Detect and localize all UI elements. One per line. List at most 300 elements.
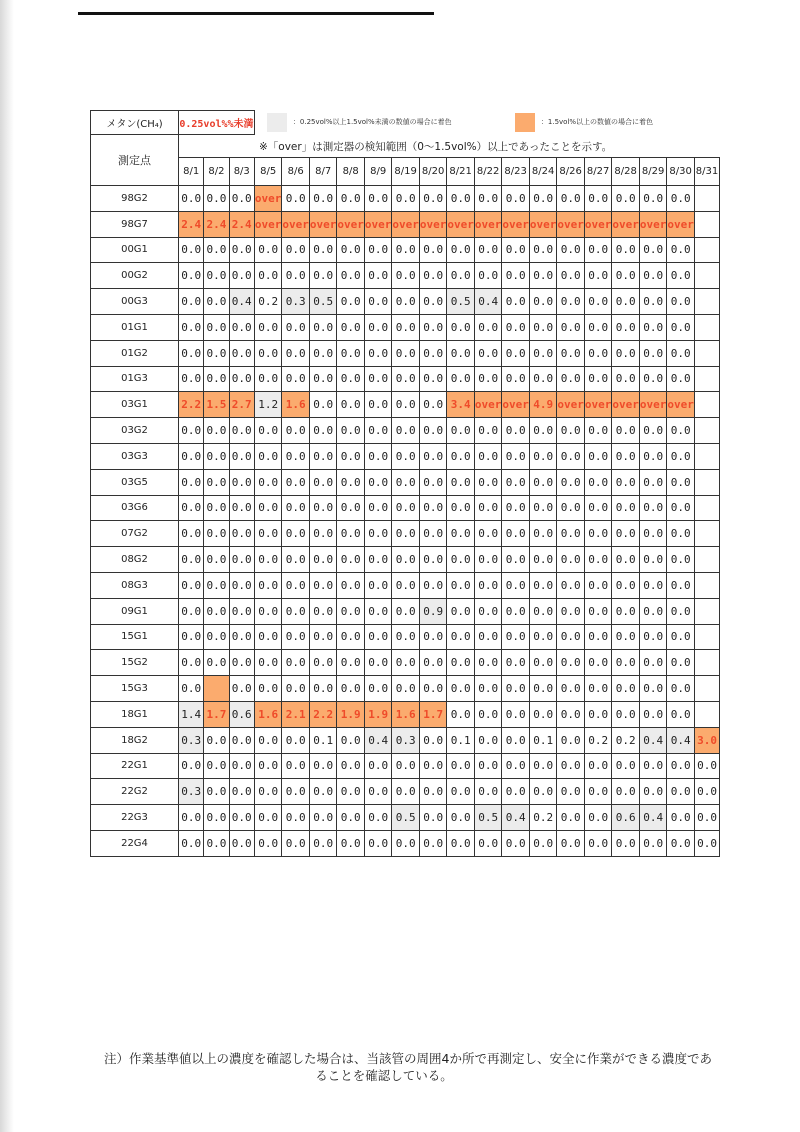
reading-cell: 0.0	[667, 237, 695, 263]
reading-cell: 0.0	[229, 263, 254, 289]
reading-cell: over	[364, 211, 392, 237]
reading-cell: 0.0	[667, 650, 695, 676]
reading-cell: 1.4	[179, 701, 204, 727]
reading-cell: 0.0	[502, 237, 530, 263]
reading-cell: 0.0	[612, 624, 640, 650]
measurement-point: 01G2	[91, 340, 179, 366]
reading-cell: 0.0	[639, 443, 667, 469]
date-header: 8/21	[447, 158, 475, 186]
reading-cell: 0.0	[447, 186, 475, 212]
reading-cell: 0.0	[337, 314, 365, 340]
reading-cell: 0.0	[204, 443, 229, 469]
reading-cell: 0.0	[229, 805, 254, 831]
reading-cell: 0.0	[282, 263, 310, 289]
measurement-point: 00G3	[91, 289, 179, 315]
reading-cell: 1.7	[419, 701, 447, 727]
reading-cell: over	[282, 211, 310, 237]
reading-cell: 0.0	[584, 366, 612, 392]
reading-cell: 0.0	[447, 624, 475, 650]
reading-cell: 1.6	[282, 392, 310, 418]
reading-cell: 0.0	[204, 237, 229, 263]
table-row	[91, 340, 720, 366]
reading-cell: 0.0	[309, 624, 337, 650]
footnote-line2: ることを確認している。	[315, 1068, 453, 1083]
reading-cell	[694, 676, 719, 702]
reading-cell: 0.0	[447, 366, 475, 392]
reading-cell: 0.0	[179, 572, 204, 598]
reading-cell: 0.0	[309, 572, 337, 598]
reading-cell: 0.0	[584, 521, 612, 547]
reading-cell: 0.0	[204, 650, 229, 676]
reading-cell: 0.0	[337, 598, 365, 624]
reading-cell: 0.0	[502, 830, 530, 856]
reading-cell: 0.0	[502, 521, 530, 547]
reading-cell: 0.0	[254, 237, 282, 263]
reading-cell: 0.0	[179, 650, 204, 676]
reading-cell: 0.0	[179, 340, 204, 366]
reading-cell: 0.0	[667, 624, 695, 650]
reading-cell: 0.0	[529, 418, 557, 444]
measurement-point: 22G1	[91, 753, 179, 779]
reading-cell: 0.0	[474, 443, 502, 469]
reading-cell: 0.0	[639, 650, 667, 676]
reading-cell: 0.0	[229, 443, 254, 469]
table-row	[91, 805, 720, 831]
reading-cell: 0.0	[204, 830, 229, 856]
reading-cell: 0.0	[612, 469, 640, 495]
reading-cell: 0.0	[584, 289, 612, 315]
reading-cell: 0.0	[254, 263, 282, 289]
table-row	[91, 598, 720, 624]
note-row	[91, 135, 720, 158]
reading-cell: 0.3	[282, 289, 310, 315]
reading-cell: 0.0	[557, 830, 585, 856]
reading-cell: 0.0	[529, 676, 557, 702]
reading-cell: 0.0	[612, 676, 640, 702]
reading-cell: 0.0	[282, 779, 310, 805]
measurement-point: 22G3	[91, 805, 179, 831]
reading-cell: 0.0	[667, 263, 695, 289]
reading-cell	[694, 495, 719, 521]
reading-cell: 0.0	[254, 624, 282, 650]
reading-cell: 0.0	[557, 443, 585, 469]
reading-cell: 0.0	[639, 547, 667, 573]
reading-cell: 3.4	[447, 392, 475, 418]
reading-cell: 0.0	[229, 418, 254, 444]
reading-cell: 0.0	[282, 753, 310, 779]
methane-label: メタン(CH₄)	[91, 111, 179, 135]
reading-cell: 0.0	[392, 547, 420, 573]
reading-cell: 0.0	[474, 237, 502, 263]
reading-cell: 0.0	[392, 572, 420, 598]
limit-label: 0.25vol%%未満	[179, 111, 255, 135]
reading-cell: 0.0	[337, 805, 365, 831]
reading-cell: 0.0	[337, 443, 365, 469]
reading-cell: 0.0	[474, 314, 502, 340]
reading-cell: 0.0	[529, 624, 557, 650]
reading-cell: 0.0	[419, 366, 447, 392]
legend-row	[91, 111, 720, 135]
table-row	[91, 779, 720, 805]
reading-cell: 0.0	[639, 830, 667, 856]
reading-cell: 0.0	[474, 186, 502, 212]
reading-cell: 0.0	[419, 521, 447, 547]
reading-cell: 0.0	[612, 418, 640, 444]
reading-cell: 0.0	[557, 366, 585, 392]
reading-cell: 0.0	[337, 418, 365, 444]
reading-cell: 0.0	[364, 753, 392, 779]
reading-cell: over	[254, 186, 282, 212]
reading-cell: 0.0	[282, 521, 310, 547]
reading-cell: 0.0	[584, 340, 612, 366]
reading-cell: 0.0	[502, 340, 530, 366]
reading-cell: 0.0	[337, 392, 365, 418]
reading-cell: 0.0	[584, 701, 612, 727]
reading-cell: 0.0	[667, 340, 695, 366]
reading-cell: 0.0	[474, 495, 502, 521]
reading-cell: 0.0	[529, 495, 557, 521]
reading-cell: 0.5	[392, 805, 420, 831]
reading-cell: 0.0	[392, 340, 420, 366]
reading-cell: 0.0	[254, 521, 282, 547]
reading-cell: 0.6	[612, 805, 640, 831]
reading-cell: 0.0	[337, 779, 365, 805]
reading-cell: 0.0	[392, 676, 420, 702]
reading-cell: 0.0	[204, 469, 229, 495]
reading-cell: 0.0	[309, 392, 337, 418]
reading-cell: 0.0	[282, 186, 310, 212]
footnote-line1: 注）作業基準値以上の濃度を確認した場合は、当該管の周囲4か所で再測定し、安全に作業ができる濃度であ	[104, 1051, 712, 1066]
reading-cell: 0.0	[639, 418, 667, 444]
methane-measurement-table	[90, 110, 720, 857]
reading-cell: 0.0	[667, 701, 695, 727]
reading-cell: 0.0	[694, 753, 719, 779]
reading-cell: 0.0	[392, 521, 420, 547]
reading-cell: 0.0	[639, 676, 667, 702]
reading-cell: 0.0	[419, 495, 447, 521]
reading-cell: 0.0	[229, 676, 254, 702]
reading-cell: 0.0	[204, 366, 229, 392]
reading-cell: 0.0	[229, 753, 254, 779]
reading-cell: 0.0	[419, 289, 447, 315]
reading-cell: 0.0	[229, 624, 254, 650]
measurement-point: 00G1	[91, 237, 179, 263]
reading-cell: 4.9	[529, 392, 557, 418]
reading-cell: 0.0	[474, 727, 502, 753]
date-header: 8/7	[309, 158, 337, 186]
reading-cell: 0.0	[447, 521, 475, 547]
reading-cell: 0.3	[179, 779, 204, 805]
reading-cell: 0.0	[392, 443, 420, 469]
reading-cell: 0.0	[502, 650, 530, 676]
reading-cell: 0.0	[502, 418, 530, 444]
measurement-point: 03G6	[91, 495, 179, 521]
reading-cell: 0.0	[364, 263, 392, 289]
reading-cell: 0.0	[447, 598, 475, 624]
reading-cell: 1.6	[392, 701, 420, 727]
reading-cell: 0.0	[254, 598, 282, 624]
reading-cell: 0.0	[309, 469, 337, 495]
date-header: 8/24	[529, 158, 557, 186]
reading-cell: 0.0	[502, 443, 530, 469]
reading-cell: 0.0	[364, 521, 392, 547]
reading-cell: over	[529, 211, 557, 237]
reading-cell: 0.0	[282, 443, 310, 469]
reading-cell	[694, 263, 719, 289]
reading-cell: 2.4	[204, 211, 229, 237]
reading-cell: 0.0	[584, 624, 612, 650]
orange-swatch	[515, 113, 535, 132]
measurement-point: 01G1	[91, 314, 179, 340]
reading-cell: 0.0	[392, 314, 420, 340]
reading-cell: 0.0	[639, 495, 667, 521]
reading-cell: 0.0	[204, 779, 229, 805]
reading-cell: 0.0	[254, 753, 282, 779]
reading-cell: 0.0	[557, 469, 585, 495]
reading-cell: 0.0	[254, 650, 282, 676]
reading-cell: 0.0	[584, 753, 612, 779]
reading-cell: 0.0	[584, 598, 612, 624]
reading-cell: 0.0	[447, 547, 475, 573]
reading-cell: 0.0	[392, 495, 420, 521]
reading-cell: 0.0	[584, 572, 612, 598]
reading-cell: 0.0	[474, 624, 502, 650]
reading-cell: 0.0	[254, 779, 282, 805]
reading-cell: 0.0	[282, 366, 310, 392]
reading-cell: 0.1	[309, 727, 337, 753]
reading-cell: 0.0	[584, 830, 612, 856]
legend-orange-text: ：1.5vol%以上の数値の場合に着色	[540, 118, 654, 126]
reading-cell: 0.0	[179, 547, 204, 573]
reading-cell: 0.0	[529, 753, 557, 779]
reading-cell: 0.0	[639, 624, 667, 650]
reading-cell: 0.0	[364, 495, 392, 521]
reading-cell: 0.0	[667, 521, 695, 547]
reading-cell: 0.4	[502, 805, 530, 831]
reading-cell: 0.0	[529, 366, 557, 392]
point-header: 測定点	[91, 135, 179, 186]
reading-cell: 0.0	[557, 805, 585, 831]
date-header: 8/1	[179, 158, 204, 186]
reading-cell: 0.0	[282, 340, 310, 366]
reading-cell: 0.0	[667, 572, 695, 598]
reading-cell: 0.5	[474, 805, 502, 831]
reading-cell: 0.0	[419, 443, 447, 469]
table-row	[91, 186, 720, 212]
reading-cell: 0.0	[364, 572, 392, 598]
reading-cell: 0.0	[179, 289, 204, 315]
reading-cell: 0.0	[364, 366, 392, 392]
reading-cell: 0.0	[204, 624, 229, 650]
color-legend	[254, 111, 719, 135]
reading-cell: 0.0	[557, 495, 585, 521]
reading-cell: 0.0	[364, 443, 392, 469]
reading-cell: 0.0	[502, 598, 530, 624]
reading-cell: 0.0	[557, 237, 585, 263]
table-row	[91, 366, 720, 392]
reading-cell: over	[392, 211, 420, 237]
reading-cell: 0.0	[694, 830, 719, 856]
reading-cell: 0.0	[337, 263, 365, 289]
measurement-point: 98G2	[91, 186, 179, 212]
reading-cell: 0.0	[639, 263, 667, 289]
reading-cell: 0.0	[419, 650, 447, 676]
reading-cell: 0.0	[557, 521, 585, 547]
reading-cell: 0.0	[282, 676, 310, 702]
reading-cell: 0.0	[557, 314, 585, 340]
date-header: 8/6	[282, 158, 310, 186]
reading-cell: 1.9	[364, 701, 392, 727]
table-row	[91, 521, 720, 547]
date-header: 8/27	[584, 158, 612, 186]
reading-cell: 0.4	[639, 727, 667, 753]
reading-cell: 0.0	[474, 701, 502, 727]
reading-cell: 0.0	[229, 779, 254, 805]
reading-cell: 0.0	[419, 624, 447, 650]
reading-cell: 0.0	[364, 805, 392, 831]
reading-cell: 2.4	[179, 211, 204, 237]
reading-cell: 0.0	[447, 572, 475, 598]
reading-cell: over	[502, 211, 530, 237]
reading-cell: 0.0	[392, 392, 420, 418]
reading-cell: 1.7	[204, 701, 229, 727]
measurement-point: 03G3	[91, 443, 179, 469]
reading-cell: 0.0	[309, 186, 337, 212]
reading-cell: 1.9	[337, 701, 365, 727]
reading-cell: 0.0	[667, 289, 695, 315]
reading-cell: 0.0	[667, 495, 695, 521]
reading-cell: 0.0	[639, 340, 667, 366]
reading-cell: 0.0	[337, 676, 365, 702]
reading-cell: 0.0	[282, 805, 310, 831]
reading-cell: 0.0	[364, 779, 392, 805]
reading-cell: 0.0	[229, 598, 254, 624]
reading-cell: 0.0	[337, 495, 365, 521]
reading-cell: 0.0	[557, 598, 585, 624]
reading-cell: over	[584, 211, 612, 237]
reading-cell: over	[474, 392, 502, 418]
reading-cell: 0.0	[282, 418, 310, 444]
reading-cell: 0.0	[502, 572, 530, 598]
table-row	[91, 314, 720, 340]
reading-cell: 0.0	[364, 186, 392, 212]
reading-cell: over	[639, 392, 667, 418]
reading-cell: 0.0	[282, 598, 310, 624]
reading-cell: 0.0	[204, 547, 229, 573]
reading-cell: 0.0	[639, 521, 667, 547]
reading-cell: 0.0	[179, 753, 204, 779]
reading-cell: 0.0	[502, 314, 530, 340]
reading-cell: 0.0	[447, 676, 475, 702]
reading-cell: 2.1	[282, 701, 310, 727]
reading-cell: 0.0	[392, 418, 420, 444]
date-header: 8/9	[364, 158, 392, 186]
reading-cell	[694, 650, 719, 676]
reading-cell: 0.0	[612, 650, 640, 676]
reading-cell: 0.0	[364, 598, 392, 624]
reading-cell: 0.0	[337, 572, 365, 598]
reading-cell: 0.0	[229, 186, 254, 212]
reading-cell: 0.0	[502, 753, 530, 779]
reading-cell	[694, 366, 719, 392]
reading-cell: 0.0	[282, 469, 310, 495]
reading-cell: 0.0	[639, 469, 667, 495]
reading-cell: 0.0	[447, 263, 475, 289]
reading-cell: 0.6	[229, 701, 254, 727]
reading-cell: 0.0	[254, 340, 282, 366]
reading-cell: 0.2	[584, 727, 612, 753]
reading-cell: 0.0	[309, 314, 337, 340]
date-header: 8/19	[392, 158, 420, 186]
reading-cell: 0.0	[309, 443, 337, 469]
date-header: 8/28	[612, 158, 640, 186]
reading-cell: 0.0	[337, 830, 365, 856]
reading-cell: 0.0	[557, 186, 585, 212]
gray-swatch	[267, 113, 287, 132]
reading-cell: 0.0	[229, 727, 254, 753]
reading-cell: 0.9	[419, 598, 447, 624]
reading-cell: 0.0	[282, 495, 310, 521]
reading-cell: 0.0	[419, 340, 447, 366]
reading-cell: 0.0	[282, 547, 310, 573]
reading-cell: over	[502, 392, 530, 418]
reading-cell: 0.0	[392, 779, 420, 805]
reading-cell: 0.0	[639, 598, 667, 624]
reading-cell: 0.0	[419, 469, 447, 495]
reading-cell	[694, 701, 719, 727]
reading-cell: 0.0	[557, 418, 585, 444]
reading-cell: 0.0	[204, 753, 229, 779]
reading-cell: over	[557, 392, 585, 418]
table-row	[91, 701, 720, 727]
reading-cell: 0.0	[639, 701, 667, 727]
reading-cell: 0.0	[557, 650, 585, 676]
table-row	[91, 753, 720, 779]
reading-cell: 0.0	[447, 418, 475, 444]
reading-cell: 0.0	[529, 779, 557, 805]
reading-cell: 0.0	[667, 443, 695, 469]
reading-cell: 0.2	[529, 805, 557, 831]
date-header: 8/31	[694, 158, 719, 186]
reading-cell: 0.0	[179, 624, 204, 650]
reading-cell: 0.0	[204, 340, 229, 366]
reading-cell: 0.0	[419, 263, 447, 289]
reading-cell: over	[612, 392, 640, 418]
reading-cell: 0.0	[337, 521, 365, 547]
footnote	[104, 1050, 724, 1084]
date-header-row	[91, 158, 720, 186]
date-header: 8/20	[419, 158, 447, 186]
date-header: 8/2	[204, 158, 229, 186]
reading-cell: 0.0	[474, 418, 502, 444]
reading-cell: 0.0	[254, 366, 282, 392]
reading-cell: over	[309, 211, 337, 237]
reading-cell: 0.0	[447, 650, 475, 676]
reading-cell: 0.0	[364, 340, 392, 366]
reading-cell: 0.3	[392, 727, 420, 753]
reading-cell: 0.0	[282, 650, 310, 676]
reading-cell: 0.0	[204, 186, 229, 212]
reading-cell: 0.0	[337, 289, 365, 315]
table-row	[91, 392, 720, 418]
date-header: 8/3	[229, 158, 254, 186]
reading-cell: 0.0	[229, 366, 254, 392]
reading-cell: 0.0	[584, 676, 612, 702]
reading-cell: 0.0	[392, 598, 420, 624]
measurement-point: 08G3	[91, 572, 179, 598]
reading-cell: 0.0	[667, 779, 695, 805]
table-row	[91, 289, 720, 315]
